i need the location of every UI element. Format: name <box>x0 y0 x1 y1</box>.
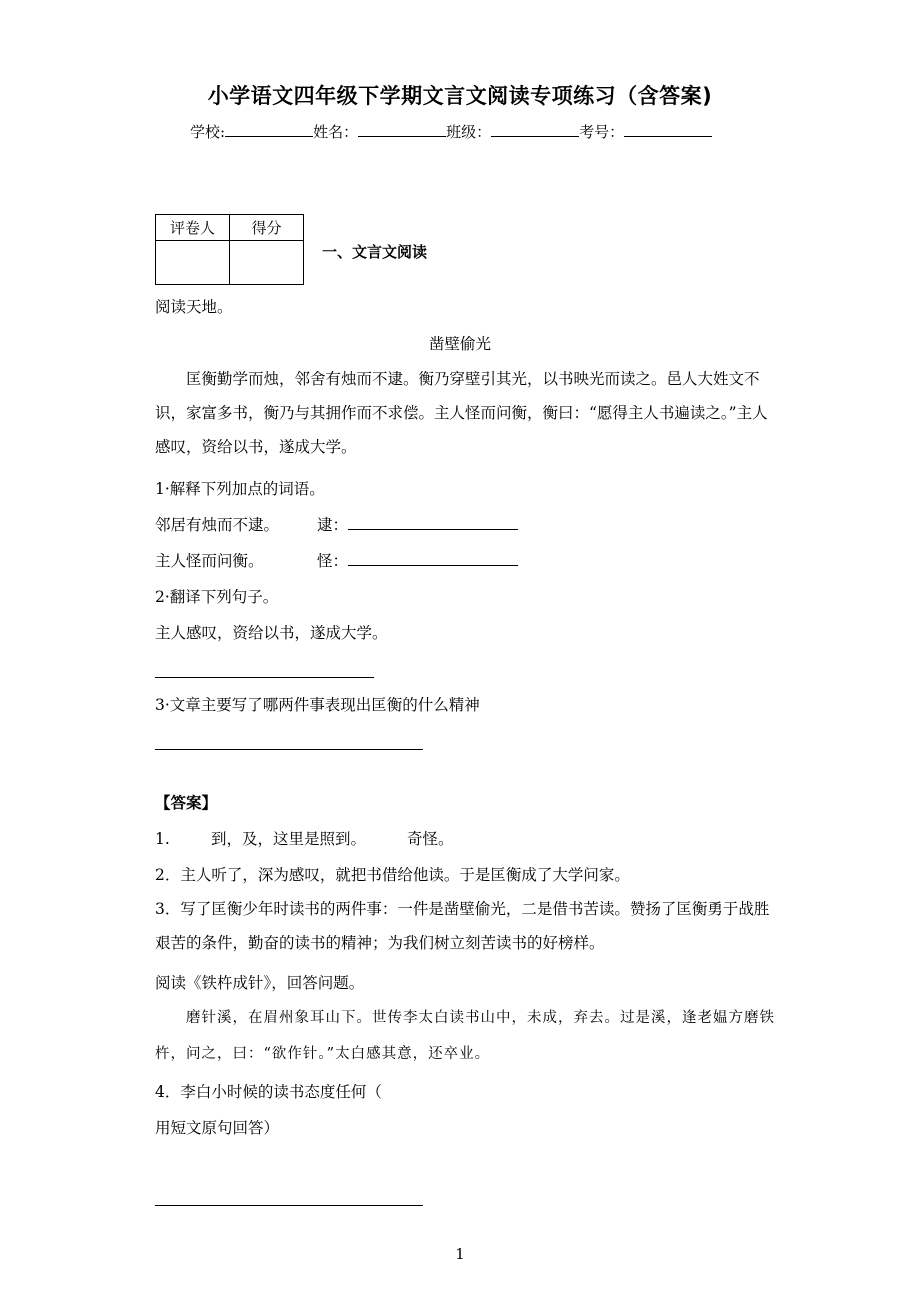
question-1: 1·解释下列加点的词语。 <box>155 480 325 498</box>
answer-1-part1: 到，及，这里是照到。 <box>211 830 367 848</box>
question-1b-word: 怪： <box>317 552 349 570</box>
class-label: 班级： <box>446 123 492 141</box>
answer-blank-1a <box>348 515 518 530</box>
question-3: 3·文章主要写了哪两件事表现出匡衡的什么精神 <box>155 696 480 714</box>
section-title: 一、文言文阅读 <box>322 243 428 261</box>
passage-1: 匡衡勤学而烛，邻舍有烛而不逮。衡乃穿壁引其光，以书映光而读之。邑人大姓文不识，家富多书，衡乃与其拥作而不求偿。主人怪而问衡，衡曰：“愿得主人书遍读之。”主人感叹，资给以书，遂成大学。 <box>155 370 768 456</box>
document-title: 小学语文四年级下学期文言文阅读专项练习（含答案) <box>207 84 713 108</box>
student-info-line <box>190 121 712 142</box>
answer-1-number: 1. <box>155 830 170 848</box>
answer-line-2 <box>155 677 374 678</box>
answer-heading: 【答案】 <box>155 794 218 812</box>
answer-blank-1b <box>348 551 518 566</box>
name-blank <box>358 122 446 137</box>
question-4-line-1: 4．李白小时候的读书态度任何（ <box>155 1083 382 1101</box>
question-1a <box>155 513 518 535</box>
school-label: 学校: <box>190 123 226 141</box>
passage-1-title: 凿壁偷光 <box>428 335 491 353</box>
score-header: 得分 <box>230 215 304 241</box>
passage-2: 磨针溪，在眉州象耳山下。世传李太白读书山中，未成，弃去。过是溪，逢老媪方磨铁杵，问之，曰：“欲作针。”太白感其意，还卒业。 <box>155 1010 775 1062</box>
exam-no-blank <box>624 122 712 137</box>
question-1b-sentence: 主人怪而问衡。 <box>155 552 264 570</box>
question-1b <box>155 549 518 571</box>
reviewer-cell <box>156 241 230 285</box>
school-blank <box>225 122 313 137</box>
question-1a-sentence: 邻居有烛而不逮。 <box>155 516 280 534</box>
page-number: 1 <box>455 1245 465 1263</box>
score-cell <box>230 241 304 285</box>
answer-line-4 <box>155 1205 423 1206</box>
answer-line-3 <box>155 749 423 750</box>
answer-1 <box>155 827 454 849</box>
question-1a-word: 逮： <box>317 516 349 534</box>
question-4-line-2: 用短文原句回答） <box>155 1119 280 1137</box>
exam-no-label: 考号： <box>579 123 625 141</box>
intro-1: 阅读天地。 <box>155 298 233 316</box>
name-label: 姓名： <box>313 123 359 141</box>
answer-2: 2．主人听了，深为感叹，就把书借给他读。于是匡衡成了大学问家。 <box>155 866 630 884</box>
intro-2: 阅读《铁杵成针》，回答问题。 <box>155 974 365 992</box>
question-2-sentence: 主人感叹，资给以书，遂成大学。 <box>155 624 388 642</box>
answer-3: 3．写了匡衡少年时读书的两件事：一件是凿壁偷光，二是借书苦读。赞扬了匡衡勇于战胜艰苦的条件，勤奋的读书的精神；为我们树立刻苦读书的好榜样。 <box>155 900 770 952</box>
score-table <box>155 214 304 285</box>
class-blank <box>491 122 579 137</box>
question-2: 2·翻译下列句子。 <box>155 588 279 606</box>
reviewer-header: 评卷人 <box>156 215 230 241</box>
answer-1-part2: 奇怪。 <box>407 830 454 848</box>
